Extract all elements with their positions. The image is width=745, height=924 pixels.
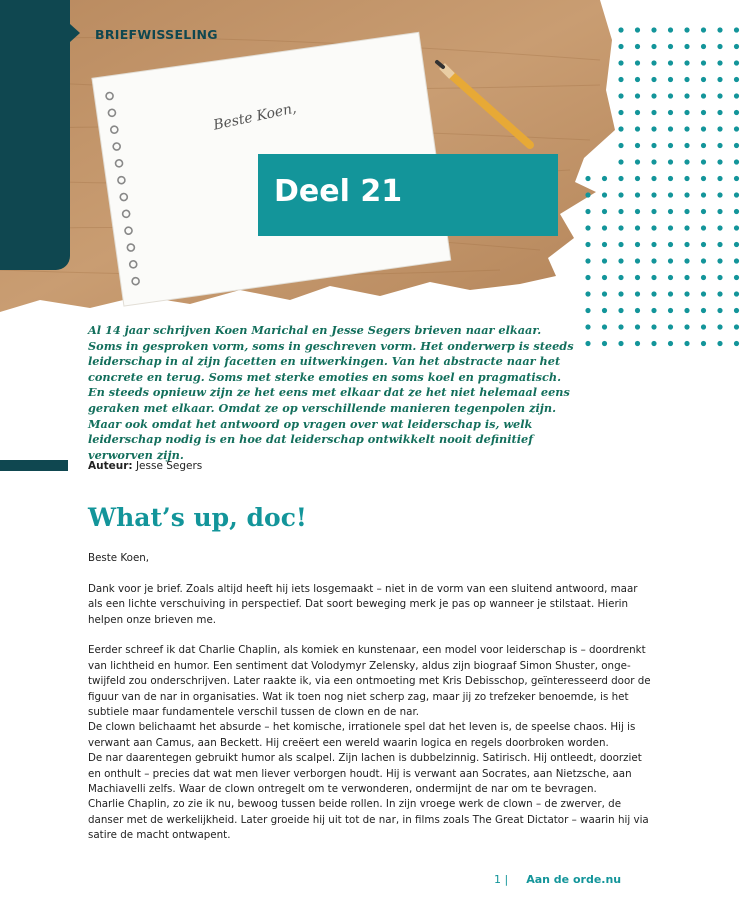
dot (701, 77, 706, 82)
dot (635, 225, 640, 230)
dot (668, 308, 673, 313)
dot (585, 192, 590, 197)
dot (651, 159, 656, 164)
dot (717, 308, 722, 313)
dot (618, 225, 623, 230)
dot (635, 159, 640, 164)
dot (668, 341, 673, 346)
dot (602, 242, 607, 247)
dot (734, 291, 739, 296)
dot (717, 77, 722, 82)
author-name: Jesse Segers (132, 460, 203, 472)
dot (635, 110, 640, 115)
dot (635, 44, 640, 49)
dot (717, 44, 722, 49)
dot (602, 341, 607, 346)
dot (602, 225, 607, 230)
dot (717, 275, 722, 280)
page-number: 1 | (494, 873, 509, 886)
dot (684, 93, 689, 98)
article-headline: What’s up, doc! (88, 503, 307, 532)
dot (668, 209, 673, 214)
dot (701, 242, 706, 247)
handwritten-greeting: Beste Koen, (212, 100, 298, 134)
dot (618, 209, 623, 214)
dot (668, 126, 673, 131)
dot (635, 258, 640, 263)
dot (585, 176, 590, 181)
dot (717, 341, 722, 346)
dot (701, 291, 706, 296)
dot (651, 27, 656, 32)
dot (717, 93, 722, 98)
dot (701, 93, 706, 98)
dot (668, 275, 673, 280)
dot (717, 209, 722, 214)
dot (684, 77, 689, 82)
dot (717, 176, 722, 181)
dot (602, 176, 607, 181)
dot (585, 258, 590, 263)
dot (602, 308, 607, 313)
dot (734, 126, 739, 131)
dot (734, 60, 739, 65)
dot (717, 225, 722, 230)
dot (635, 176, 640, 181)
dot (701, 44, 706, 49)
dot (668, 159, 673, 164)
paragraph: Eerder schreef ik dat Charlie Chaplin, als komiek en kunstenaar, een model voor leiderschap is – doordrenkt van lichtheid en humor. Een sentiment dat Volodymyr Zelensky, aldus zijn biograaf Simon Shuster, ongetwijfeld zou onderschrijven. Later raakte ik, via een ontmoeting met Kris Debisschop, geïnteresseerd door de figuur van de nar in organisaties. Wat ik toen nog niet scherp zag, maar jij zo trefzeker benoemde, is het subtiele maar fundamentele verschil tussen de clown en de nar. (88, 644, 651, 719)
dot (734, 77, 739, 82)
dot (618, 341, 623, 346)
author-line (88, 460, 202, 472)
dot (734, 159, 739, 164)
dot (701, 192, 706, 197)
dot (734, 308, 739, 313)
dot (618, 258, 623, 263)
dot (668, 291, 673, 296)
dot (684, 44, 689, 49)
dot (668, 225, 673, 230)
dot (585, 225, 590, 230)
dot (668, 176, 673, 181)
dot (635, 60, 640, 65)
dot (635, 209, 640, 214)
dot (668, 258, 673, 263)
dot-pattern (580, 22, 745, 352)
dot (684, 291, 689, 296)
dot (684, 242, 689, 247)
dot (585, 341, 590, 346)
dot (701, 225, 706, 230)
dot (635, 324, 640, 329)
dot (618, 77, 623, 82)
dot (701, 308, 706, 313)
dot (651, 44, 656, 49)
intro-paragraph: Al 14 jaar schrijven Koen Marichal en Jesse Segers brieven naar elkaar. Soms in gesproken vorm, soms in geschreven vorm. Het onderwerp is steeds leiderschap in al zijn facetten en uitwerkingen. Van het abstracte naar het concrete en terug. Soms met sterke emoties en soms koel en pragmatisch. En steeds opnieuw zijn ze het eens met elkaar dat ze het niet helemaal eens geraken met elkaar. Omdat ze op verschillende manieren tegenpolen zijn. Maar ook omdat het antwoord op vragen over wat leiderschap is, welk leiderschap nodig is en hoe dat leiderschap ontwikkelt nooit definitief verworven zijn. (88, 323, 574, 462)
dot (635, 93, 640, 98)
dot (717, 60, 722, 65)
dot (618, 143, 623, 148)
dot (602, 192, 607, 197)
dot (618, 93, 623, 98)
dot (668, 93, 673, 98)
dot (701, 159, 706, 164)
dot (684, 110, 689, 115)
dot (684, 225, 689, 230)
dot (684, 324, 689, 329)
dot (618, 27, 623, 32)
dot (684, 209, 689, 214)
dot (701, 110, 706, 115)
dot (618, 324, 623, 329)
dot (701, 126, 706, 131)
section-label: BRIEFWISSELING (95, 27, 218, 42)
dot (701, 143, 706, 148)
page-footer (494, 873, 621, 886)
dot (651, 258, 656, 263)
salutation: Beste Koen, (88, 552, 150, 564)
dot (717, 242, 722, 247)
dot (668, 60, 673, 65)
header-image (0, 0, 620, 318)
dot (668, 77, 673, 82)
dot (734, 27, 739, 32)
dot (668, 110, 673, 115)
dot (701, 275, 706, 280)
side-arrow (70, 24, 80, 42)
dot (684, 308, 689, 313)
dot (701, 258, 706, 263)
paragraph: De nar daarentegen gebruikt humor als scalpel. Zijn lachen is dubbelzinnig. Satirisch. Hij ontleedt, doorziet en onthult – precies dat wat men liever verborgen houdt. Hij is verwant aan Socrates, aan Nietzsche, aan Machiavelli zelfs. Waar de clown ontregelt om te verwonderen, ondermijnt de nar om te bevragen. (88, 752, 642, 796)
dot (602, 291, 607, 296)
dot (684, 60, 689, 65)
dot (635, 275, 640, 280)
dot (602, 275, 607, 280)
dot (668, 242, 673, 247)
dot (618, 44, 623, 49)
dot (668, 324, 673, 329)
dot (651, 242, 656, 247)
dot (635, 192, 640, 197)
dot (717, 159, 722, 164)
dot (585, 291, 590, 296)
dot (602, 258, 607, 263)
dot (668, 44, 673, 49)
dot (651, 324, 656, 329)
dot (602, 324, 607, 329)
dot (684, 341, 689, 346)
article-body (88, 551, 653, 844)
title-block (258, 154, 558, 236)
dot (585, 308, 590, 313)
dot (734, 341, 739, 346)
dot (734, 143, 739, 148)
dot (618, 291, 623, 296)
page-title: Deel 21 (274, 174, 403, 209)
dot (734, 209, 739, 214)
dot (717, 258, 722, 263)
dot (734, 258, 739, 263)
dot (734, 110, 739, 115)
dot (734, 176, 739, 181)
dot (734, 324, 739, 329)
paragraph: De clown belichaamt het absurde – het komische, irrationele spel dat het leven is, de speelse chaos. Hij is verwant aan Camus, aan Beckett. Hij creëert een wereld waarin logica en regels doorbroken worden. (88, 721, 636, 749)
dot (684, 143, 689, 148)
dot (618, 60, 623, 65)
paragraph: Charlie Chaplin, zo zie ik nu, bewoog tussen beide rollen. In zijn vroege werk de clown – de zwerver, de danser met de werkelijkheid. Later groeide hij uit tot de nar, in films zoals The Great Dictator – waarin hij via satire de macht ontwapent. (88, 798, 649, 842)
dot (701, 60, 706, 65)
dot (635, 242, 640, 247)
dot (651, 77, 656, 82)
dot (684, 275, 689, 280)
dot (635, 126, 640, 131)
dot (668, 27, 673, 32)
dot (684, 258, 689, 263)
dot (651, 341, 656, 346)
dot (701, 176, 706, 181)
dot (651, 225, 656, 230)
dot (734, 225, 739, 230)
dot (618, 242, 623, 247)
dot (618, 308, 623, 313)
dot (684, 159, 689, 164)
dot (651, 291, 656, 296)
dot (717, 126, 722, 131)
dot (701, 324, 706, 329)
dot (618, 192, 623, 197)
dot (668, 143, 673, 148)
dot (651, 110, 656, 115)
dot (684, 192, 689, 197)
dot (717, 27, 722, 32)
dot (585, 275, 590, 280)
dot (651, 126, 656, 131)
dot (717, 110, 722, 115)
dot (717, 192, 722, 197)
dot (585, 242, 590, 247)
dot (734, 275, 739, 280)
dot (635, 77, 640, 82)
dot (618, 110, 623, 115)
dot (651, 93, 656, 98)
dot (618, 176, 623, 181)
dot (635, 308, 640, 313)
dot (717, 324, 722, 329)
author-marker (0, 460, 68, 471)
dot (651, 192, 656, 197)
dot (717, 143, 722, 148)
dot (701, 27, 706, 32)
dot (635, 341, 640, 346)
dot (585, 324, 590, 329)
paragraph: Dank voor je brief. Zoals altijd heeft hij iets losgemaakt – niet in de vorm van een sluitend antwoord, maar als een lichte verschuiving in perspectief. Dat soort beweging merk je pas op wanneer je stilstaat. Hierin helpen onze brieven me. (88, 582, 638, 626)
dot (734, 93, 739, 98)
side-bar (0, 0, 70, 270)
dot (651, 275, 656, 280)
dot (651, 60, 656, 65)
dot (734, 44, 739, 49)
dot (734, 192, 739, 197)
dot (602, 209, 607, 214)
dot (651, 143, 656, 148)
dot (618, 126, 623, 131)
dot (651, 176, 656, 181)
dot (635, 291, 640, 296)
dot (635, 27, 640, 32)
dot (635, 143, 640, 148)
dot (684, 27, 689, 32)
dot (651, 209, 656, 214)
dot (618, 275, 623, 280)
dot (668, 192, 673, 197)
dot (651, 308, 656, 313)
author-label: Auteur: (88, 460, 133, 472)
footer-brand: Aan de orde.nu (526, 873, 622, 886)
dot (618, 159, 623, 164)
dot (734, 242, 739, 247)
dot (701, 341, 706, 346)
dot (701, 209, 706, 214)
dot (717, 291, 722, 296)
dot (684, 126, 689, 131)
dot (585, 209, 590, 214)
dot (684, 176, 689, 181)
